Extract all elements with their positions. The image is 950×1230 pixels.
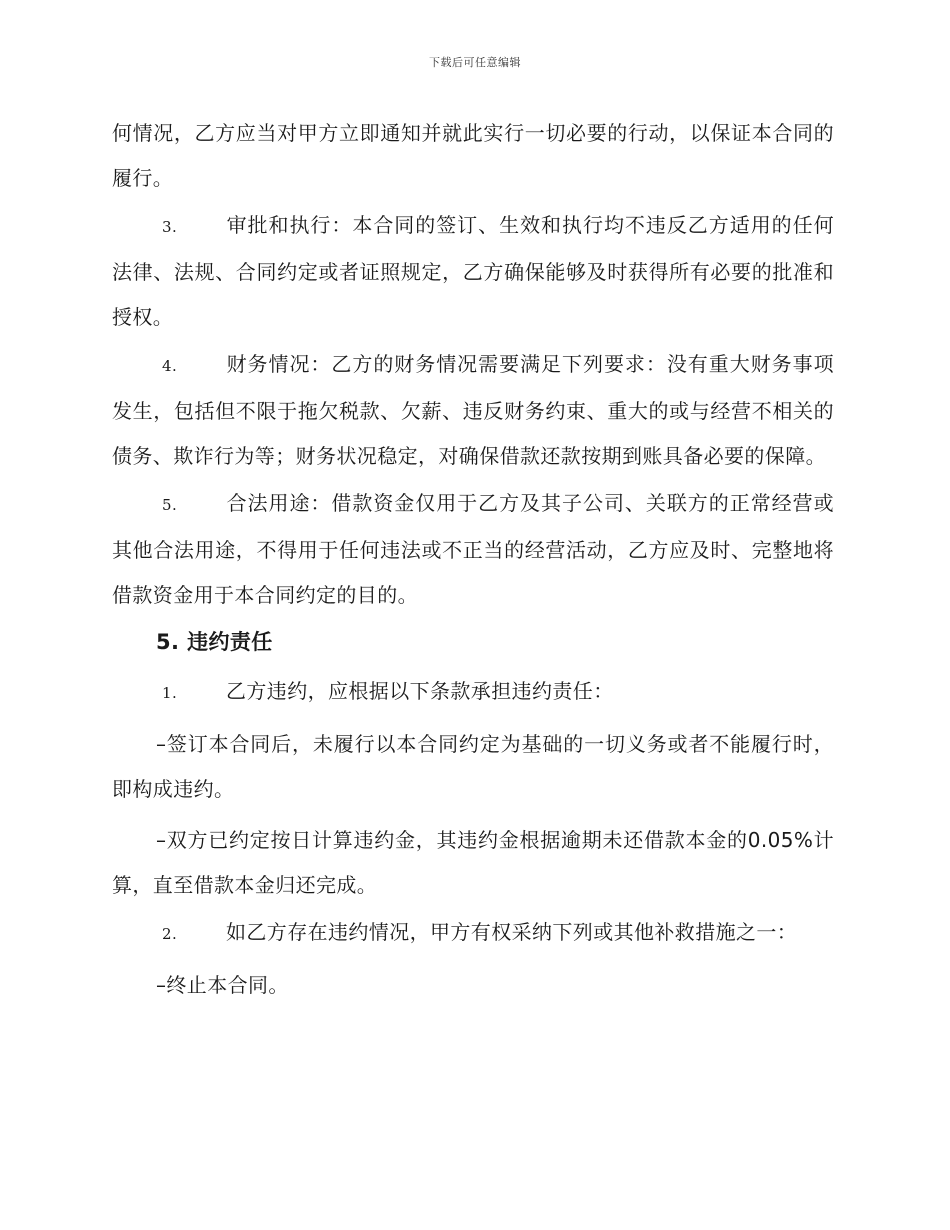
section-heading: 5. 违约责任 [156, 630, 273, 654]
clause-number: 1. [162, 684, 178, 702]
page-header: 下载后可任意编辑 [429, 56, 521, 69]
clause-text: 乙方违约，应根据以下条款承担违约责任： [226, 679, 614, 703]
breach-sub-item: –终止本合同。 [156, 973, 289, 997]
breach-sub-item: –签订本合同后，未履行以本合同约定为基础的一切义务或者不能履行时，即构成违约。 [112, 732, 834, 801]
breach-item-2 [112, 910, 834, 957]
paragraph-continuation: 何情况，乙方应当对甲方立即通知并就此实行一切必要的行动，以保证本合同的履行。 [112, 121, 834, 190]
clause-number: 2. [162, 925, 178, 943]
document-body [112, 111, 834, 1010]
clause-text: 合法用途：借款资金仅用于乙方及其子公司、关联方的正常经营或其他合法用途，不得用于任何违法或不正当的经营活动，乙方应及时、完整地将借款资金用于本合同约定的目的。 [112, 491, 834, 607]
clause-text: 审批和执行：本合同的签订、生效和执行均不违反乙方适用的任何法律、法规、合同约定或者证照规定，乙方确保能够及时获得所有必要的批准和授权。 [112, 213, 834, 329]
clause-item-4 [112, 342, 834, 479]
clause-number: 5. [162, 496, 178, 514]
clause-text: 财务情况：乙方的财务情况需要满足下列要求：没有重大财务事项发生，包括但不限于拖欠税款、欠薪、违反财务约束、重大的或与经营不相关的债务、欺诈行为等；财务状况稳定，对确保借款还款按期到账具备必要的保障。 [112, 352, 834, 468]
breach-sub-item: –双方已约定按日计算违约金，其违约金根据逾期未还借款本金的0.05%计算，直至借款本金归还完成。 [112, 828, 834, 897]
clause-number: 4. [162, 357, 178, 375]
clause-number: 3. [162, 218, 178, 236]
clause-item-5 [112, 481, 834, 618]
clause-item-3 [112, 203, 834, 340]
clause-text: 如乙方存在违约情况，甲方有权采纳下列或其他补救措施之一： [226, 920, 798, 944]
breach-item-1 [112, 669, 834, 716]
